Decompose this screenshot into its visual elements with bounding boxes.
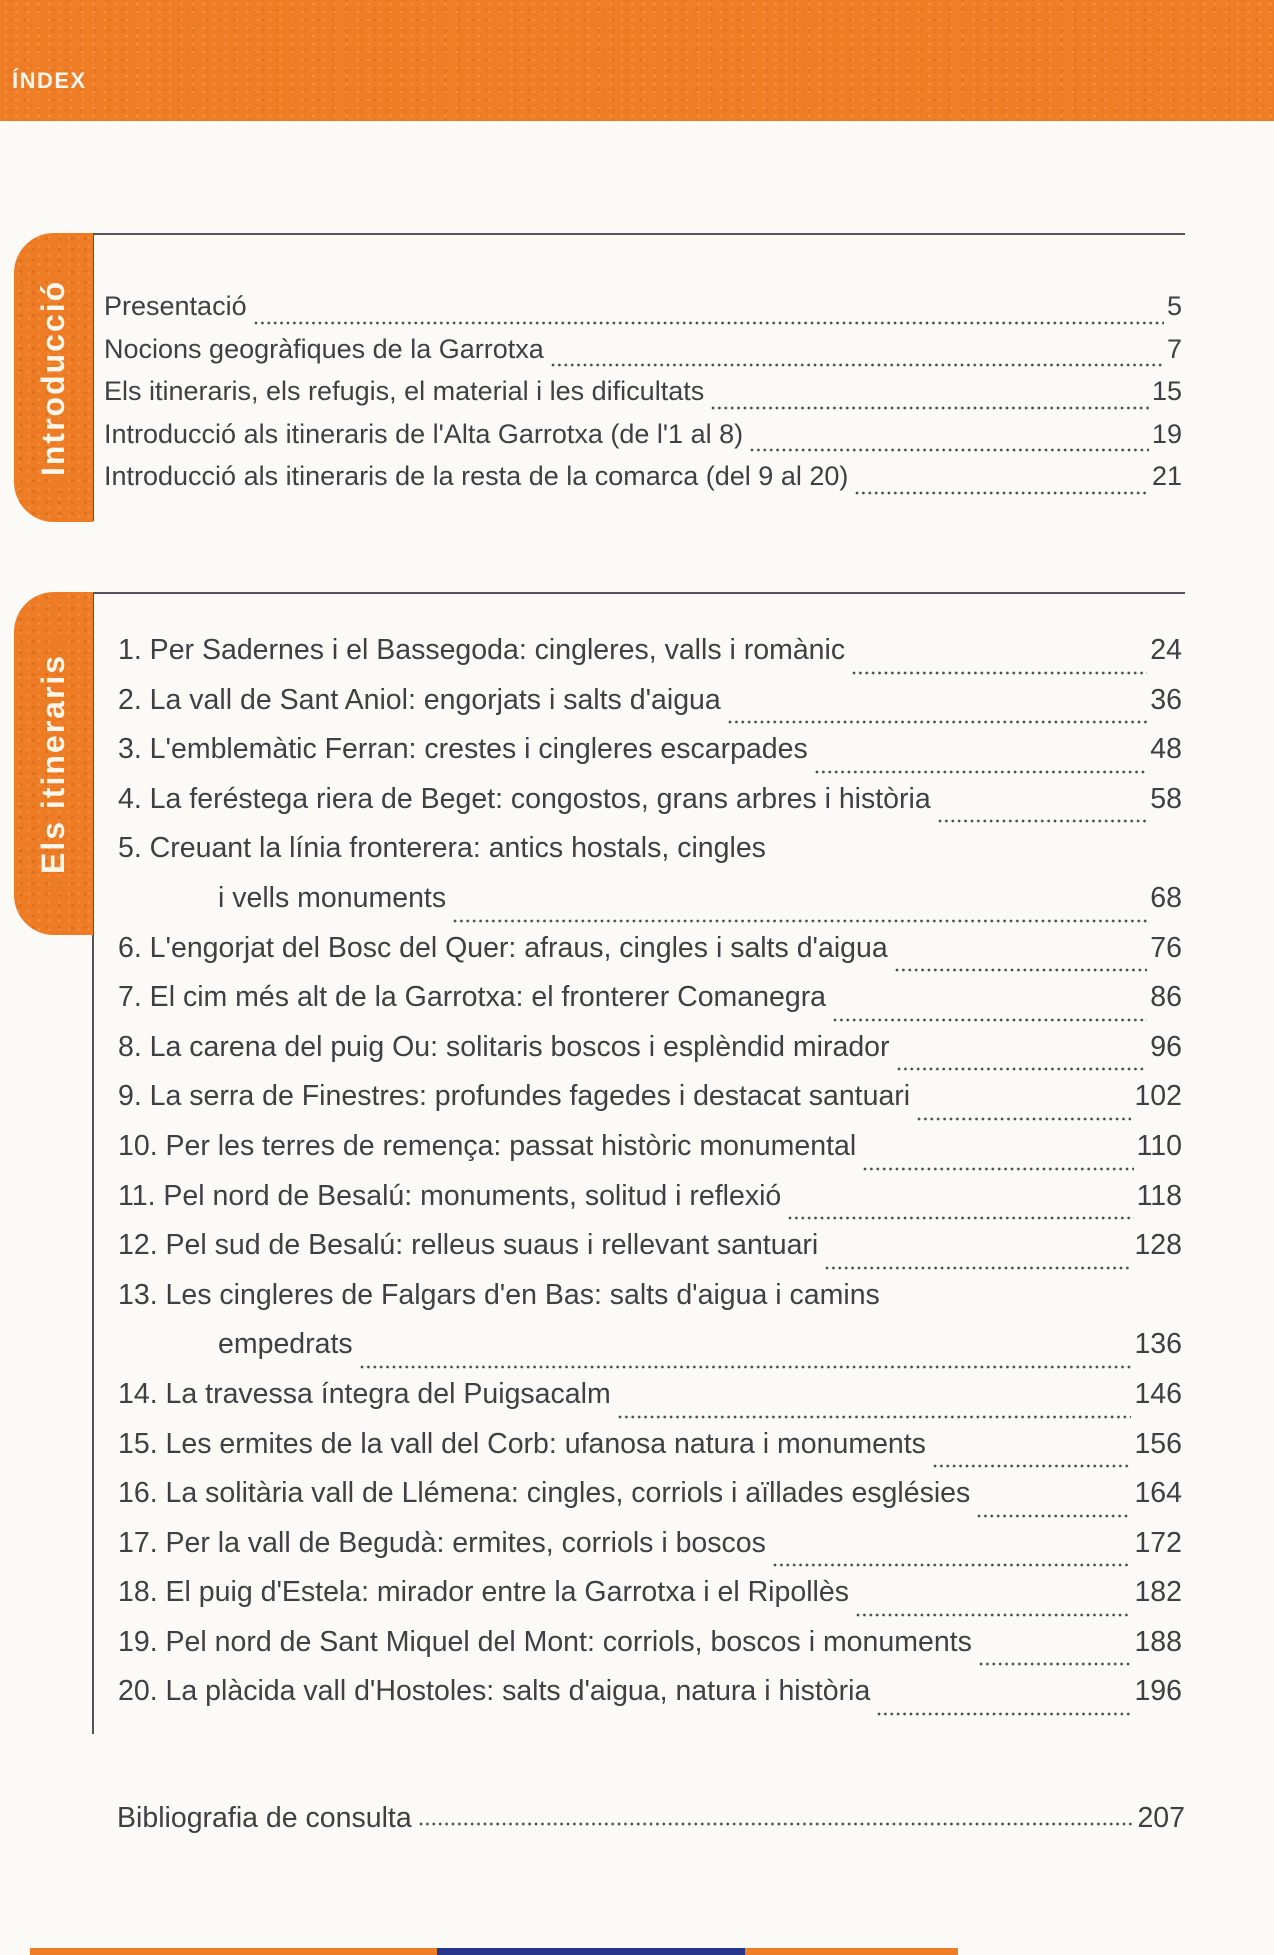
toc-entry-label: 20. La plàcida vall d'Hostoles: salts d'aigua, natura i història	[118, 1675, 871, 1708]
toc-entry-label: 15. Les ermites de la vall del Corb: ufanosa natura i monuments	[118, 1427, 926, 1460]
dotted-leader	[618, 1415, 1132, 1419]
toc-entry	[118, 1626, 1182, 1676]
dotted-leader	[750, 448, 1149, 452]
toc-entry-page: 164	[1134, 1477, 1182, 1510]
toc-entry-label: 11. Pel nord de Besalú: monuments, solitud i reflexió	[118, 1179, 782, 1212]
toc-entry-page: 146	[1134, 1377, 1182, 1410]
page-title: ÍNDEX	[12, 68, 87, 93]
toc-entry-page: 196	[1134, 1675, 1182, 1708]
dotted-leader	[825, 1266, 1131, 1270]
toc-entry	[104, 334, 1182, 377]
index-header-band	[0, 0, 1274, 121]
dotted-leader	[897, 1067, 1148, 1071]
toc-entry	[118, 1229, 1182, 1279]
section-tab-label: Introducció	[35, 279, 71, 476]
dotted-leader	[815, 770, 1148, 774]
toc-entry	[118, 1576, 1182, 1626]
toc-entry	[118, 634, 1182, 684]
toc-entry	[118, 882, 1182, 932]
toc-entry-page: 128	[1134, 1229, 1182, 1262]
toc-entry-label: 16. La solitària vall de Llémena: cingles, corriols i aïllades esglésies	[118, 1477, 971, 1510]
dotted-leader	[877, 1712, 1131, 1716]
toc-entry-page: 15	[1151, 376, 1182, 407]
toc-entry-label: Presentació	[104, 291, 247, 321]
toc-entry-page: 7	[1166, 333, 1182, 364]
toc-entry-list	[94, 235, 1185, 504]
toc-entry-label: 13. Les cingleres de Falgars d'en Bas: salts d'aigua i camins	[118, 1278, 880, 1311]
toc-entry-label: 9. La serra de Finestres: profundes fagedes i destacat santuari	[118, 1080, 911, 1113]
toc-entry-page: 188	[1134, 1625, 1182, 1658]
toc-entry-label: 12. Pel sud de Besalú: relleus suaus i rellevant santuari	[118, 1229, 819, 1262]
toc-entry-label: 2. La vall de Sant Aniol: engorjats i salts d'aigua	[118, 683, 721, 716]
toc-entry-label: 1. Per Sadernes i el Bassegoda: cingleres, valls i romànic	[118, 634, 846, 666]
toc-entry-label: 14. La travessa íntegra del Puigsacalm	[118, 1377, 611, 1410]
toc-entry-label: 7. El cim més alt de la Garrotxa: el fronterer Comanegra	[118, 981, 827, 1014]
toc-entry-label: empedrats	[218, 1328, 353, 1361]
section-els-itineraris	[35, 592, 1185, 1734]
toc-entry	[118, 1279, 1182, 1329]
dotted-leader	[979, 1662, 1132, 1666]
toc-entry	[118, 1675, 1182, 1725]
toc-entry-label: 10. Per les terres de remença: passat històric monumental	[118, 1129, 857, 1162]
print-strip-navy	[437, 1948, 745, 1955]
toc-entry	[118, 1180, 1182, 1230]
toc-entry	[118, 783, 1182, 833]
dotted-leader	[551, 363, 1164, 367]
toc-entry-page: 86	[1150, 981, 1182, 1014]
toc-entry-page: 172	[1134, 1526, 1182, 1559]
toc-entry-label: 4. La feréstega riera de Beget: congostos, grans arbres i història	[118, 782, 931, 815]
toc-entry	[118, 1080, 1182, 1130]
toc-entry-page: 58	[1150, 782, 1182, 815]
dotted-leader	[833, 1018, 1147, 1022]
toc-entry-label: 3. L'emblemàtic Ferran: crestes i cingleres escarpades	[118, 733, 808, 766]
toc-entry-label: 8. La carena del puig Ou: solitaris boscos i esplèndid mirador	[118, 1030, 890, 1063]
dotted-leader	[917, 1117, 1131, 1121]
section-tab-els-itineraris	[14, 592, 93, 935]
toc-entry	[118, 1527, 1182, 1577]
toc-entry-page: 5	[1166, 291, 1182, 321]
toc-entry-page: 96	[1150, 1030, 1182, 1063]
dotted-leader	[254, 321, 1164, 325]
toc-entry-label: 17. Per la vall de Begudà: ermites, corriols i boscos	[118, 1526, 766, 1559]
toc-entry-label: Els itineraris, els refugis, el material i les dificultats	[104, 376, 705, 407]
dotted-leader	[855, 491, 1149, 495]
toc-entry	[118, 832, 1182, 882]
toc-entry-label: 18. El puig d'Estela: mirador entre la Garrotxa i el Ripollès	[118, 1576, 849, 1609]
toc-entry-page: 207	[1137, 1802, 1185, 1834]
bibliography-entry	[117, 1802, 1185, 1835]
toc-entry	[118, 1130, 1182, 1180]
print-strip-orange-right	[745, 1948, 958, 1955]
dotted-leader	[419, 1822, 1135, 1826]
toc-entry-page: 102	[1134, 1080, 1182, 1113]
toc-entry	[118, 1428, 1182, 1478]
dotted-leader	[728, 720, 1148, 724]
toc-entry	[118, 684, 1182, 734]
toc-entry	[104, 376, 1182, 419]
toc-entry-label: 5. Creuant la línia fronterera: antics hostals, cingles	[118, 832, 766, 865]
toc-entry-page: 156	[1134, 1427, 1182, 1460]
dotted-leader	[773, 1563, 1132, 1567]
toc-entry-page: 21	[1151, 461, 1182, 492]
toc-entry-page: 24	[1150, 634, 1182, 666]
toc-entry-label: Introducció als itineraris de la resta de la comarca (del 9 al 20)	[104, 461, 849, 492]
section-tab-label: Els itineraris	[35, 653, 71, 874]
toc-entry-page: 19	[1151, 418, 1182, 449]
toc-entry-page: 36	[1150, 683, 1182, 716]
dotted-leader	[895, 968, 1148, 972]
toc-entry-page: 48	[1150, 733, 1182, 766]
footer-print-strip	[30, 1948, 958, 1955]
dotted-leader	[711, 406, 1149, 410]
toc-entry-label: 6. L'engorjat del Bosc del Quer: afraus, cingles i salts d'aigua	[118, 931, 888, 964]
toc-entry-label: Nocions geogràfiques de la Garrotxa	[104, 333, 544, 364]
print-strip-orange-left	[30, 1948, 437, 1955]
toc-entry	[118, 981, 1182, 1031]
toc-entry-label: i vells monuments	[218, 881, 447, 914]
toc-entry	[118, 932, 1182, 982]
toc-entry	[118, 1031, 1182, 1081]
toc-entry-page: 68	[1150, 881, 1182, 914]
toc-entry	[118, 733, 1182, 783]
toc-entry-list	[94, 594, 1185, 1725]
dotted-leader	[933, 1464, 1132, 1468]
toc-entry-page: 118	[1136, 1179, 1182, 1212]
dotted-leader	[863, 1167, 1133, 1171]
dotted-leader	[788, 1216, 1133, 1220]
toc-entry	[104, 461, 1182, 504]
dotted-leader	[856, 1613, 1131, 1617]
toc-entry	[104, 291, 1182, 334]
toc-entry	[104, 419, 1182, 462]
toc-entry-label: Bibliografia de consulta	[117, 1802, 412, 1834]
toc-entry-label: Introducció als itineraris de l'Alta Garrotxa (de l'1 al 8)	[104, 418, 744, 449]
toc-entry	[118, 1378, 1182, 1428]
section-tab-introduccio	[14, 233, 93, 522]
dotted-leader	[938, 819, 1148, 823]
dotted-leader	[453, 919, 1147, 923]
dotted-leader	[852, 671, 1147, 675]
dotted-leader	[360, 1365, 1132, 1369]
toc-entry-page: 136	[1134, 1328, 1182, 1361]
toc-entry-page: 182	[1134, 1576, 1182, 1609]
toc-entry	[118, 1477, 1182, 1527]
dotted-leader	[977, 1514, 1131, 1518]
section-introduccio	[35, 233, 1185, 521]
toc-entry-label: 19. Pel nord de Sant Miquel del Mont: corriols, boscos i monuments	[118, 1625, 972, 1658]
toc-entry	[118, 1328, 1182, 1378]
toc-entry-page: 76	[1150, 931, 1182, 964]
toc-entry-page: 110	[1136, 1129, 1182, 1162]
